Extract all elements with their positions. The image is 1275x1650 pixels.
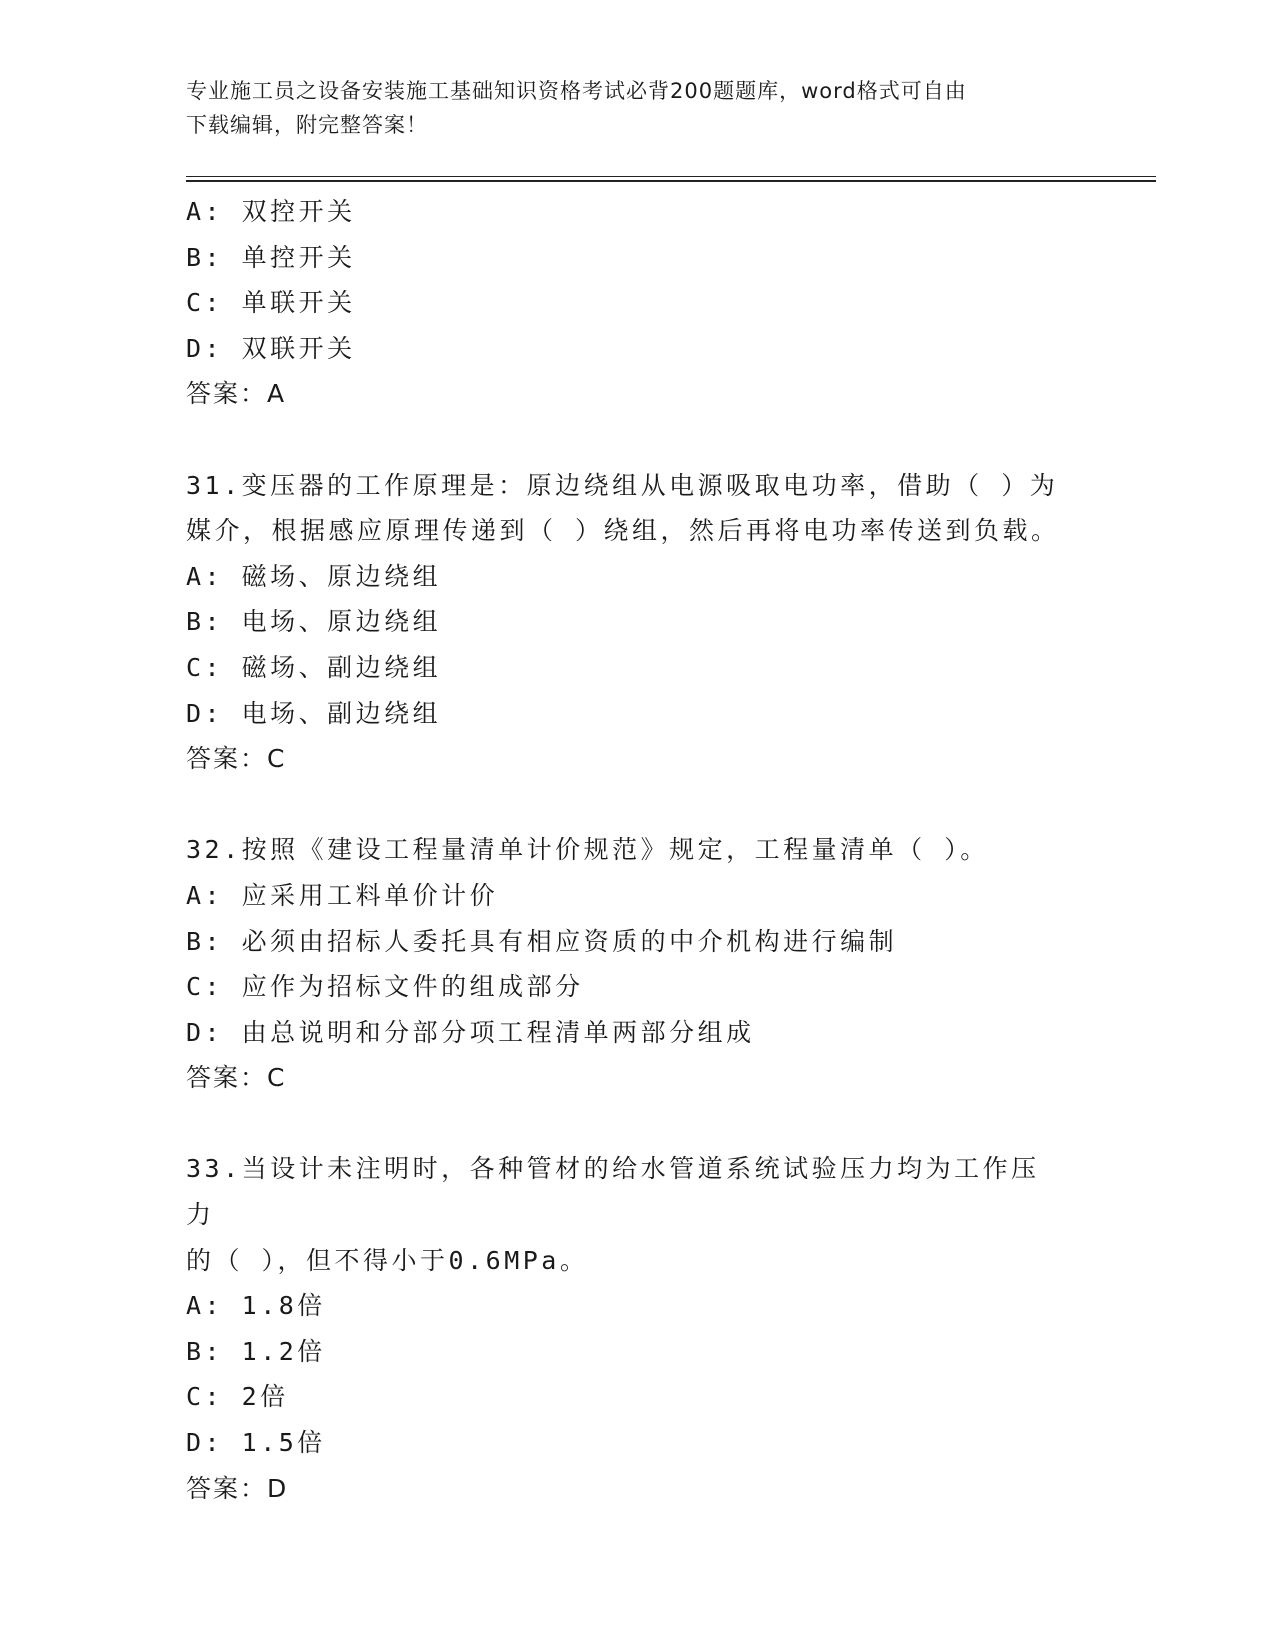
answer-line: 答案：D xyxy=(186,1473,289,1503)
question-text-line: 33.当设计未注明时，各种管材的给水管道系统试验压力均为工作压力 xyxy=(186,1154,1040,1230)
header-divider-thick xyxy=(186,180,1156,182)
question-block-33 xyxy=(186,1146,1066,1511)
document-header xyxy=(186,74,1086,142)
option-c: C: 2倍 xyxy=(186,1382,289,1412)
header-divider-thin xyxy=(186,176,1156,177)
question-text-line: 32.按照《建设工程量清单计价规范》规定，工程量清单（ ）。 xyxy=(186,835,989,865)
option-d: D: 1.5倍 xyxy=(186,1428,326,1458)
header-line-1: 专业施工员之设备安装施工基础知识资格考试必背200题题库，word格式可自由 xyxy=(186,79,967,103)
option-a: A: 1.8倍 xyxy=(186,1291,326,1321)
option-a: A: 磁场、原边绕组 xyxy=(186,561,442,591)
question-text-line: 31.变压器的工作原理是：原边绕组从电源吸取电功率，借助（ ）为 xyxy=(186,470,1059,500)
option-b: B: 必须由招标人委托具有相应资质的中介机构进行编制 xyxy=(186,926,898,956)
question-text-line: 的（ ），但不得小于0.6MPa。 xyxy=(186,1245,589,1275)
option-d: D: 由总说明和分部分项工程清单两部分组成 xyxy=(186,1017,755,1047)
option-b: B: 电场、原边绕组 xyxy=(186,607,442,637)
block-spacer xyxy=(186,1101,1066,1147)
answer-line: 答案：C xyxy=(186,744,287,774)
option-d: D: 双联开关 xyxy=(186,333,356,363)
question-block-30 xyxy=(186,189,1066,417)
option-c: C: 磁场、副边绕组 xyxy=(186,652,442,682)
option-d: D: 电场、副边绕组 xyxy=(186,698,442,728)
option-a: A: 双控开关 xyxy=(186,197,356,226)
question-block-31 xyxy=(186,463,1066,782)
question-list xyxy=(186,189,1066,1511)
option-a: A: 应采用工料单价计价 xyxy=(186,880,499,910)
answer-line: 答案：C xyxy=(186,1063,287,1093)
answer-line: 答案：A xyxy=(186,379,287,409)
option-c: C: 应作为招标文件的组成部分 xyxy=(186,972,584,1002)
header-line-2: 下载编辑，附完整答案！ xyxy=(186,113,428,137)
block-spacer xyxy=(186,782,1066,828)
question-text-line: 媒介，根据感应原理传递到（ ）绕组，然后再将电功率传送到负载。 xyxy=(186,516,1060,546)
question-block-32 xyxy=(186,827,1066,1101)
option-b: B: 1.2倍 xyxy=(186,1336,326,1366)
block-spacer xyxy=(186,417,1066,463)
option-c: C: 单联开关 xyxy=(186,288,356,318)
option-b: B: 单控开关 xyxy=(186,242,356,272)
